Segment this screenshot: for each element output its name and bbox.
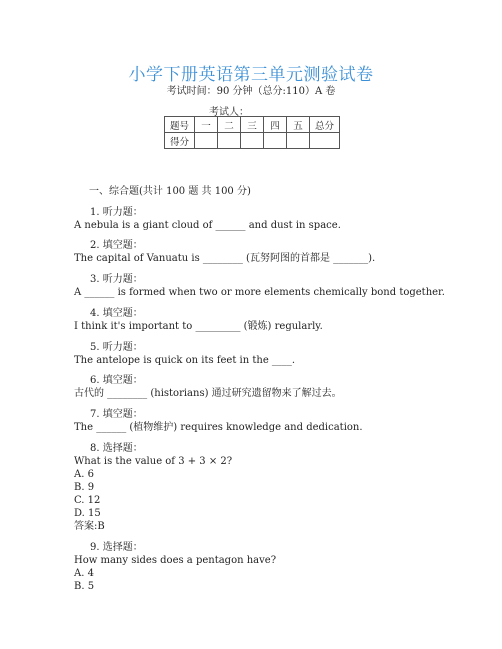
section-heading: 一、综合题(共计 100 题 共 100 分) xyxy=(89,186,251,197)
option-b: B. 9 xyxy=(74,482,95,493)
question-2 xyxy=(74,239,375,265)
question-header: 6. 填空题： xyxy=(90,375,143,386)
question-text: The capital of Vanuatu is ________ (瓦努阿图的首都是 _______). xyxy=(74,253,376,264)
score-table-row-head: 题号 xyxy=(165,117,195,133)
question-9 xyxy=(74,541,276,593)
question-header: 4. 填空题： xyxy=(90,308,143,319)
score-table-col-4: 四 xyxy=(264,117,287,133)
score-table-score-row xyxy=(165,133,340,149)
score-cell xyxy=(218,133,241,149)
question-6 xyxy=(74,374,342,400)
exam-title: 小学下册英语第三单元测验试卷 xyxy=(128,65,374,85)
score-table xyxy=(164,116,340,149)
score-cell xyxy=(241,133,264,149)
question-header: 2. 填空题： xyxy=(90,240,143,251)
question-text: The ______ (植物维护) requires knowledge and dedication. xyxy=(74,422,363,433)
question-text: I think it's important to _________ (锻炼) regularly. xyxy=(74,321,323,332)
question-header: 9. 选择题： xyxy=(90,542,143,553)
question-text: What is the value of 3 + 3 × 2? xyxy=(74,456,233,467)
answer: 答案:B xyxy=(74,521,105,532)
question-4 xyxy=(74,307,323,333)
question-text: A ______ is formed when two or more elements chemically bond together. xyxy=(74,287,445,298)
option-d: D. 15 xyxy=(74,508,101,519)
score-cell xyxy=(287,133,310,149)
score-cell xyxy=(264,133,287,149)
option-c: C. 12 xyxy=(74,495,101,506)
question-1 xyxy=(74,206,341,232)
question-text: The antelope is quick on its feet in the ____. xyxy=(74,355,296,366)
score-table-col-5: 五 xyxy=(287,117,310,133)
question-text: 古代的 ________ (historians) 通过研究遗留物来了解过去。 xyxy=(74,388,342,399)
question-5 xyxy=(74,341,295,367)
option-a: A. 6 xyxy=(74,469,94,480)
option-a: A. 4 xyxy=(74,568,94,579)
score-table-col-3: 三 xyxy=(241,117,264,133)
examinee-label: 考试人： xyxy=(209,107,249,118)
question-header: 5. 听力题： xyxy=(90,342,143,353)
question-3 xyxy=(74,273,445,299)
question-header: 8. 选择题： xyxy=(90,443,143,454)
question-text: How many sides does a pentagon have? xyxy=(74,555,277,566)
option-b: B. 5 xyxy=(74,581,95,592)
score-table-header-row xyxy=(165,117,340,133)
question-header: 3. 听力题： xyxy=(90,274,143,285)
question-header: 1. 听力题： xyxy=(90,207,143,218)
score-cell xyxy=(310,133,340,149)
score-cell xyxy=(195,133,218,149)
question-7 xyxy=(74,408,363,434)
score-table-col-1: 一 xyxy=(195,117,218,133)
exam-subtitle: 考试时间：90 分钟（总分:110）A 卷 xyxy=(166,86,336,97)
question-text: A nebula is a giant cloud of ______ and dust in space. xyxy=(74,220,341,231)
question-header: 7. 填空题： xyxy=(90,409,143,420)
score-table-col-total: 总分 xyxy=(310,117,340,133)
question-8 xyxy=(74,442,232,533)
score-table-col-2: 二 xyxy=(218,117,241,133)
score-table-score-head: 得分 xyxy=(165,133,195,149)
